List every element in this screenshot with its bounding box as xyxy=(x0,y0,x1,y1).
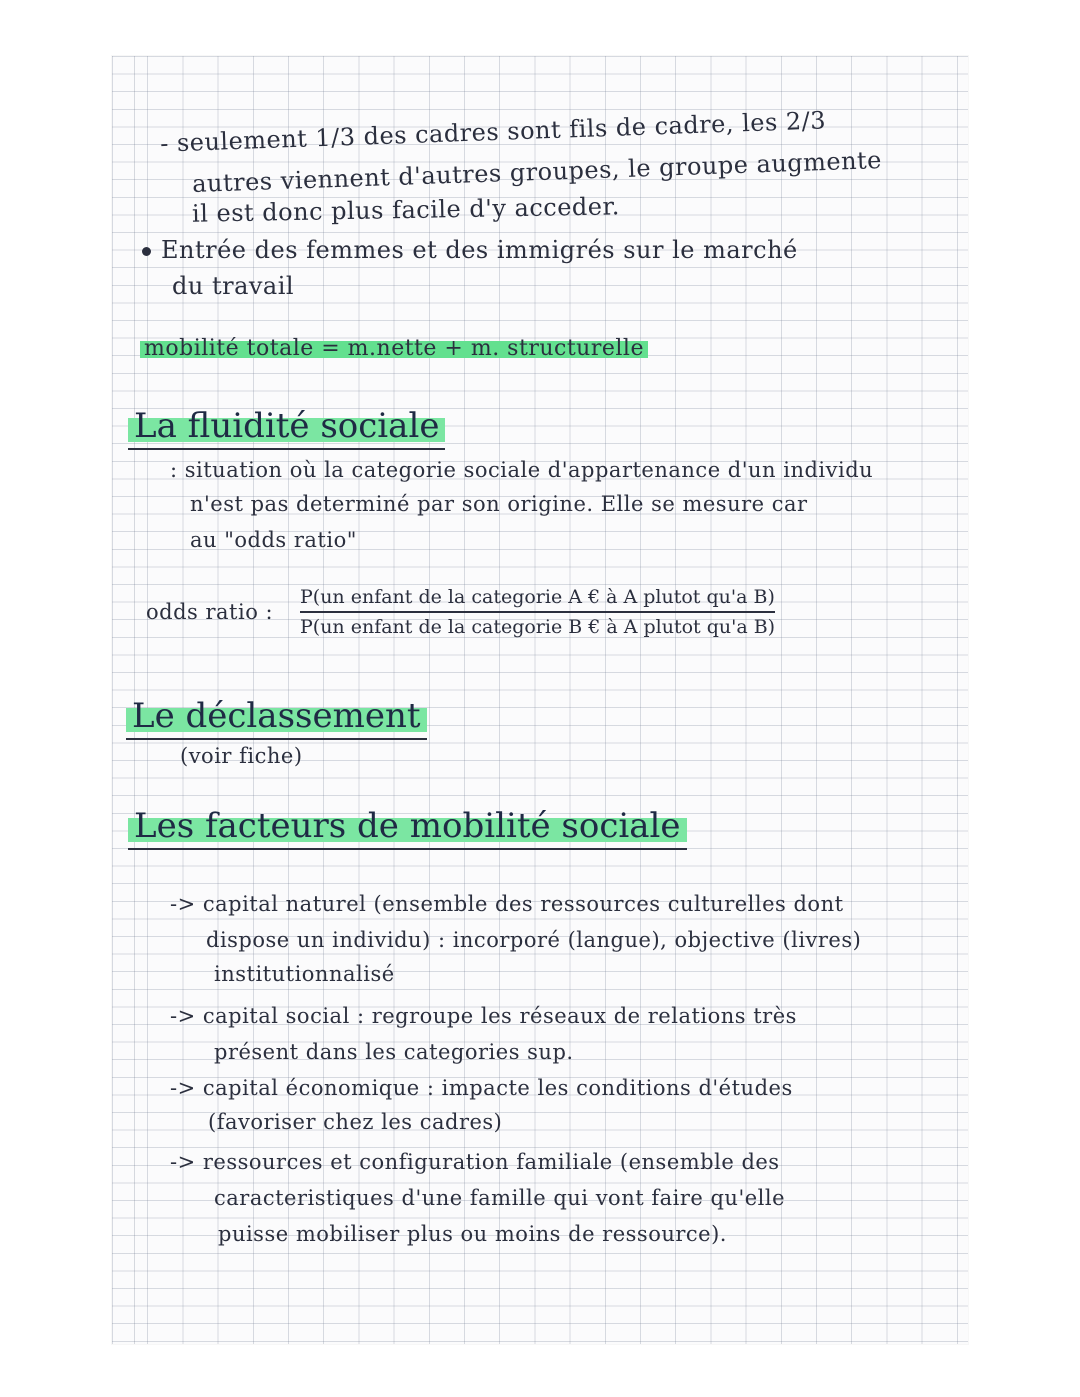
note-text: Entrée des femmes et des immigrés sur le marché xyxy=(161,236,798,264)
fraction-numerator: P(un enfant de la categorie A € à A plutot qu'a B) xyxy=(300,586,775,613)
note-line: il est donc plus facile d'y acceder. xyxy=(191,192,621,228)
definition-line: n'est pas determiné par son origine. Elle se mesure car xyxy=(190,492,808,516)
factor-line: puisse mobiliser plus ou moins de ressource). xyxy=(218,1222,727,1246)
factor-line: -> ressources et configuration familiale (ensemble des xyxy=(170,1150,780,1174)
section-heading xyxy=(128,406,445,450)
note-line: - seulement 1/3 des cadres sont fils de cadre, les 2/3 xyxy=(159,106,827,158)
factor-line: présent dans les categories sup. xyxy=(214,1040,574,1064)
highlight: mobilité totale = m.nette + m. structurelle xyxy=(140,336,648,361)
odds-ratio-label: odds ratio : xyxy=(146,600,274,624)
factor-line: institutionnalisé xyxy=(214,962,395,986)
factor-line: (favoriser chez les cadres) xyxy=(208,1110,503,1134)
note-line: du travail xyxy=(172,272,295,300)
factor-line: -> capital économique : impacte les conditions d'études xyxy=(170,1076,793,1100)
factor-line: dispose un individu) : incorporé (langue), objective (livres) xyxy=(206,928,862,952)
section-heading xyxy=(128,806,687,850)
note-line: autres viennent d'autres groupes, le groupe augmente xyxy=(191,145,883,199)
definition-line: : situation où la categorie sociale d'appartenance d'un individu xyxy=(170,458,874,482)
factor-line: -> capital naturel (ensemble des ressources culturelles dont xyxy=(170,892,844,916)
bullet-icon xyxy=(142,247,151,256)
heading-text: La fluidité sociale xyxy=(128,406,445,446)
bullet-line xyxy=(142,236,798,264)
factor-line: caracteristiques d'une famille qui vont faire qu'elle xyxy=(214,1186,786,1210)
odds-ratio-fraction xyxy=(300,586,775,638)
fraction-denominator: P(un enfant de la categorie B € à A plutot qu'a B) xyxy=(300,616,776,638)
heading-text: Le déclassement xyxy=(126,696,427,736)
note-line: (voir fiche) xyxy=(180,744,303,768)
formula-line xyxy=(140,336,648,361)
definition-line: au "odds ratio" xyxy=(190,528,357,552)
section-heading xyxy=(126,696,427,740)
factor-line: -> capital social : regroupe les réseaux de relations très xyxy=(170,1004,797,1028)
heading-text: Les facteurs de mobilité sociale xyxy=(128,806,687,846)
